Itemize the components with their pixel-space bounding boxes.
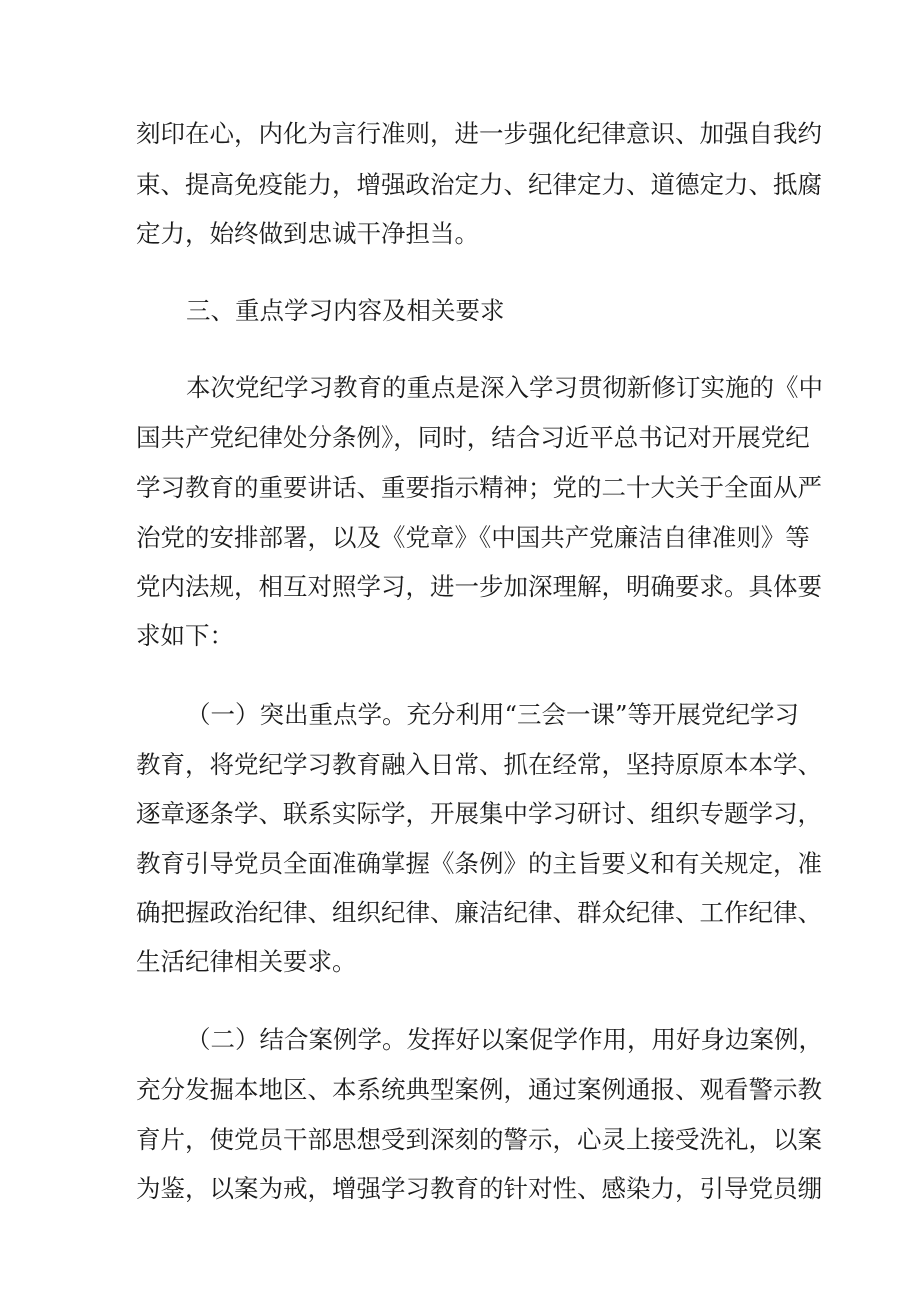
paragraph-line: 求如下： <box>136 621 234 650</box>
paragraph-line: 学习教育的重要讲话、重要指示精神；党的二十大关于全面从严 <box>136 473 822 502</box>
paragraph-line: 生活纪律相关要求。 <box>136 947 357 976</box>
paragraph-line: 刻印在心，内化为言行准则，进一步强化纪律意识、加强自我约 <box>136 119 822 148</box>
paragraph-line: 国共产党纪律处分条例》，同时，结合习近平总书记对开展党纪 <box>136 423 810 452</box>
paragraph-line: 确把握政治纪律、组织纪律、廉洁纪律、群众纪律、工作纪律、 <box>136 898 822 927</box>
paragraph-line: 束、提高免疫能力，增强政治定力、纪律定力、道德定力、抵腐 <box>136 170 822 199</box>
paragraph-line: 党内法规，相互对照学习，进一步加深理解，明确要求。具体要 <box>136 572 822 601</box>
paragraph-line: 逐章逐条学、联系实际学，开展集中学习研讨、组织专题学习， <box>136 799 822 828</box>
paragraph-line: 本次党纪学习教育的重点是深入学习贯彻新修订实施的《中 <box>186 373 823 402</box>
paragraph-line: 育片，使党员干部思想受到深刻的警示，心灵上接受洗礼，以案 <box>136 1125 822 1154</box>
paragraph-line: 教育，将党纪学习教育融入日常、抓在经常，坚持原原本本学、 <box>136 750 822 779</box>
section-heading: 三、重点学习内容及相关要求 <box>186 296 505 325</box>
paragraph-line: 为鉴，以案为戒，增强学习教育的针对性、感染力，引导党员绷 <box>136 1174 822 1203</box>
paragraph-line: （二）结合案例学。发挥好以案促学作用，用好身边案例， <box>186 1025 823 1054</box>
paragraph-line: 教育引导党员全面准确掌握《条例》的主旨要义和有关规定，准 <box>136 849 822 878</box>
paragraph-line: 定力，始终做到忠诚干净担当。 <box>136 219 479 248</box>
paragraph-line: （一）突出重点学。充分利用“三会一课”等开展党纪学习 <box>186 700 800 729</box>
paragraph-line: 治党的安排部署，以及《党章》《中国共产党廉洁自律准则》等 <box>136 523 810 552</box>
paragraph-line: 充分发掘本地区、本系统典型案例，通过案例通报、观看警示教 <box>136 1075 822 1104</box>
